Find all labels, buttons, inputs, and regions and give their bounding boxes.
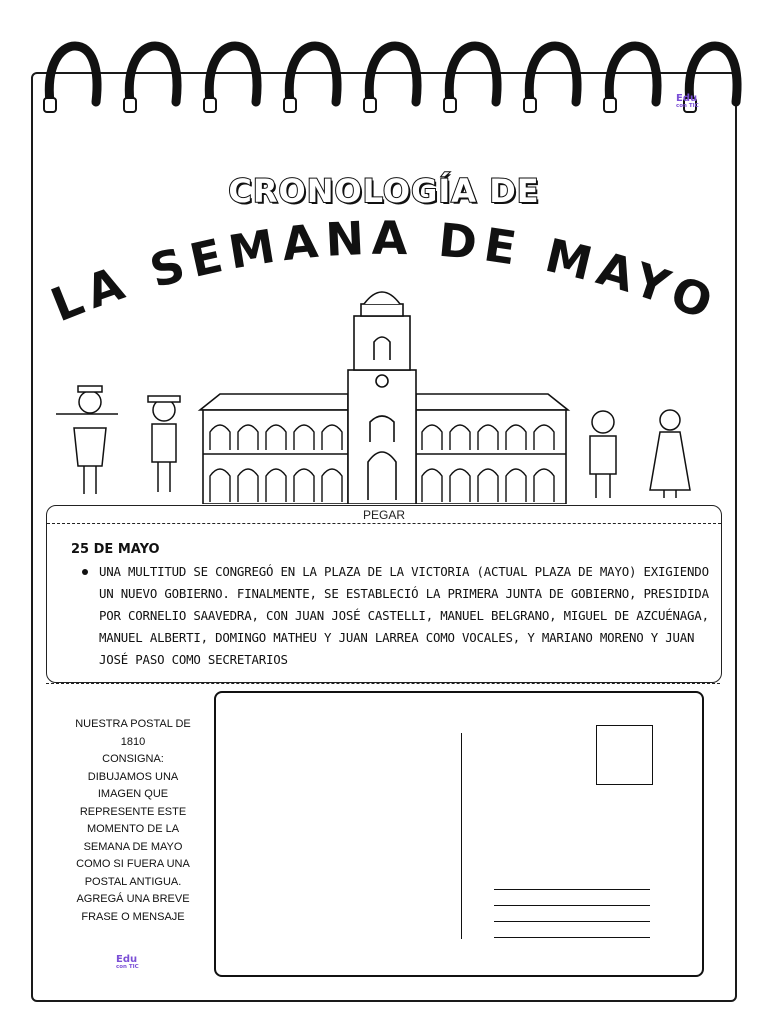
cut-line-bottom [46,683,720,684]
postcard-drawing-area[interactable] [214,691,704,977]
address-line[interactable] [494,937,650,938]
address-line[interactable] [494,889,650,890]
ring-icon [289,46,337,102]
ring-icon [609,46,657,102]
page-subtitle: LA SEMANA DE MAYO [43,210,727,333]
logo-text: Edu [116,954,138,965]
pegar-label: PEGAR [362,508,405,522]
event-description: UNA MULTITUD SE CONGREGÓ EN LA PLAZA DE LA VICTORIA (ACTUAL PLAZA DE MAYO) EXIGIENDO UN NUEVO GOBIERNO. FINALMENTE, SE ESTABLECIÓ LA PRIMERA JUNTA DE GOBIERNO, PRESIDIDA POR CORNELIO SAAVEDRA, CON JUAN JOSÉ CASTELLI, MANUEL BELGRANO, MIGUEL DE AZCUÉNAGA, MANUEL ALBERTI, DOMINGO MATHEU Y JUAN LARREA COMO VOCALES, Y MARIANO MORENO Y JUAN JOSÉ PASO COMO SECRETARIOS [99,564,709,667]
ring-icon [49,46,97,102]
ring-icon [529,46,577,102]
ring-icon [209,46,257,102]
ring-icon [369,46,417,102]
educontic-logo [676,94,699,110]
logo-subtext: con TIC [676,103,699,109]
ring-icon [129,46,177,102]
address-line[interactable] [494,921,650,922]
logo-text: Edu [676,93,698,104]
cut-line [47,523,721,524]
instructions-text: NUESTRA POSTAL DE 1810 CONSIGNA: DIBUJAMOS UNA IMAGEN QUE REPRESENTE ESTE MOMENTO DE LA SEMANA DE MAYO COMO SI FUERA UNA POSTAL ANTIGUA. AGREGÁ UNA BREVE FRASE O MENSAJE [75,718,191,923]
cabildo-illustration [48,282,728,504]
stamp-box [596,725,653,785]
spiral-binding [0,28,768,128]
bullet-icon [82,569,88,575]
day-title: 25 DE MAYO [71,542,160,557]
pegar-section [46,505,722,683]
logo-subtext: con TIC [116,964,139,970]
address-line[interactable] [494,905,650,906]
educontic-logo-bottom [116,955,139,971]
ring-icon [449,46,497,102]
postcard-divider [461,733,462,939]
page-title: CRONOLOGÍA DE [228,172,540,210]
